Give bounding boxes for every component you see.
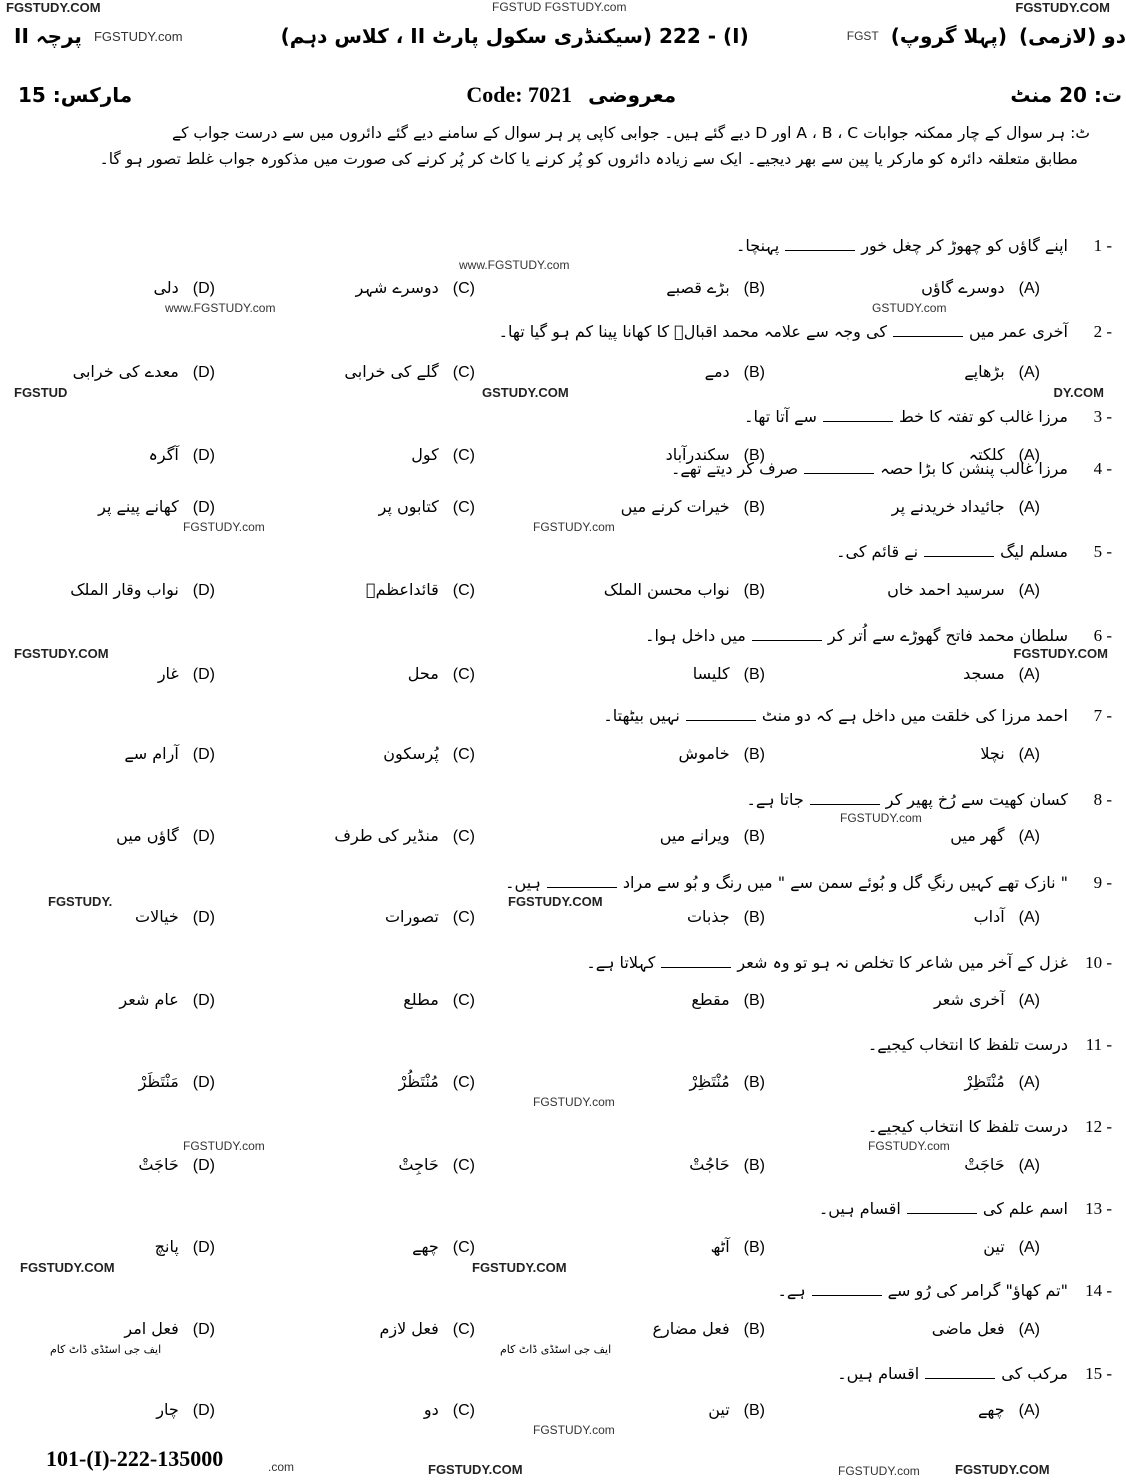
option-text: مطلع xyxy=(403,990,439,1009)
question-text xyxy=(836,542,1068,562)
answer-option xyxy=(135,907,215,928)
watermark: FGSTUDY.COM xyxy=(955,1462,1050,1477)
option-label: (A) xyxy=(1018,1157,1040,1174)
answer-option xyxy=(689,1155,765,1176)
answer-option xyxy=(411,445,475,466)
option-label: (C) xyxy=(452,582,475,599)
question-text xyxy=(586,953,1068,973)
answer-option xyxy=(687,907,765,928)
option-label: (A) xyxy=(1018,447,1040,464)
option-label: (B) xyxy=(743,280,765,297)
option-text: حَاجَتْ xyxy=(964,1155,1005,1174)
watermark: FGSTUDY.com xyxy=(868,1139,950,1153)
watermark: GSTUDY.COM xyxy=(482,385,569,400)
question-stem-end: نے قائم کی۔ xyxy=(836,542,919,561)
option-text: فعل امر xyxy=(124,1319,179,1338)
question-stem: اسم علم کی xyxy=(982,1199,1068,1218)
section-label: معروضی xyxy=(588,83,677,107)
option-label: (D) xyxy=(192,447,215,464)
option-label: (D) xyxy=(192,828,215,845)
option-label: (D) xyxy=(192,666,215,683)
watermark: www.FGSTUDY.com xyxy=(165,301,276,315)
option-label: (C) xyxy=(452,909,475,926)
option-text: پانچ xyxy=(154,1237,179,1256)
question-text xyxy=(837,1364,1068,1384)
answer-blank xyxy=(661,967,731,968)
option-label: (B) xyxy=(743,364,765,381)
watermark: GSTUDY.com xyxy=(872,301,947,315)
answer-option xyxy=(621,497,765,518)
answer-option xyxy=(334,826,475,847)
option-label: (B) xyxy=(743,746,765,763)
question-number: 4 - xyxy=(1093,459,1112,478)
question-stem-end: اقسام ہیں۔ xyxy=(837,1364,920,1383)
question-stem-end: ہے۔ xyxy=(777,1281,806,1300)
answer-option xyxy=(399,1072,475,1093)
option-label: (B) xyxy=(743,1239,765,1256)
option-text: فعل ماضی xyxy=(931,1319,1005,1338)
answer-option xyxy=(344,362,475,383)
question-text xyxy=(868,1117,1068,1137)
answer-blank xyxy=(907,1213,977,1214)
answer-option xyxy=(892,497,1040,518)
option-label: (C) xyxy=(452,1402,475,1419)
answer-option xyxy=(158,664,215,685)
answer-option xyxy=(124,1319,215,1340)
option-text: جذبات xyxy=(686,907,730,926)
question-stem: آخری عمر میں xyxy=(968,322,1068,341)
question-stem: " نازک تھے کہیں رنگِ گل و بُوئے سمن سے " میں رنگ و بُو سے مراد xyxy=(622,873,1068,892)
watermark: FGSTUDY.COM xyxy=(1013,646,1108,661)
option-text: گھر میں xyxy=(950,826,1005,845)
option-label: (A) xyxy=(1018,666,1040,683)
option-label: (A) xyxy=(1018,992,1040,1009)
option-label: (D) xyxy=(192,499,215,516)
option-label: (C) xyxy=(452,364,475,381)
option-label: (A) xyxy=(1018,582,1040,599)
option-text: حَاجُتْ xyxy=(689,1155,730,1174)
option-label: (C) xyxy=(452,1321,475,1338)
question-number: 13 - xyxy=(1085,1199,1112,1218)
answer-option xyxy=(693,664,765,685)
watermark: FGSTUDY.com xyxy=(93,28,183,44)
question-stem-end: جاتا ہے۔ xyxy=(746,790,804,809)
answer-option xyxy=(980,744,1040,765)
question-number: 3 - xyxy=(1093,407,1112,426)
answer-blank xyxy=(547,887,617,888)
question-number: 9 - xyxy=(1093,873,1112,892)
watermark: FGSTUDY.com xyxy=(533,1423,615,1437)
answer-option xyxy=(73,362,215,383)
question-text xyxy=(671,459,1068,479)
watermark: FGSTUDY.COM xyxy=(6,0,101,15)
question-stem: مرکب کی xyxy=(1001,1364,1068,1383)
watermark: FGSTUDY.COM xyxy=(508,894,603,909)
answer-blank xyxy=(686,720,756,721)
option-text: بڑھاپے xyxy=(964,362,1005,381)
option-label: (B) xyxy=(743,1157,765,1174)
answer-option xyxy=(356,278,475,299)
option-label: (A) xyxy=(1018,828,1040,845)
option-text: معدے کی خرابی xyxy=(72,362,179,381)
option-label: (B) xyxy=(743,1402,765,1419)
option-label: (B) xyxy=(743,828,765,845)
option-text: دمے xyxy=(704,362,730,381)
question-number: 12 - xyxy=(1085,1117,1112,1136)
watermark: FGSTUDY.COM xyxy=(1015,0,1110,15)
question-number: 2 - xyxy=(1093,322,1112,341)
option-text: مُنْتَظِرْ xyxy=(964,1072,1005,1091)
option-text: کول xyxy=(411,445,439,464)
group-label: (پہلا گروپ) xyxy=(890,24,1008,48)
option-text: آخری شعر xyxy=(933,990,1005,1009)
option-label: (A) xyxy=(1018,280,1040,297)
option-label: (D) xyxy=(192,1157,215,1174)
question-number: 6 - xyxy=(1093,626,1112,645)
option-text: کھانے پینے پر xyxy=(98,497,179,516)
answer-option xyxy=(403,990,475,1011)
option-text: آٹھ xyxy=(710,1237,730,1256)
option-text: سکندرآباد xyxy=(665,445,730,464)
option-label: (B) xyxy=(743,447,765,464)
question-text xyxy=(819,1199,1068,1219)
answer-blank xyxy=(812,1295,882,1296)
answer-option xyxy=(679,744,765,765)
answer-blank xyxy=(752,640,822,641)
option-label: (B) xyxy=(743,666,765,683)
option-text: مُنْتَظِرْ xyxy=(689,1072,730,1091)
answer-blank xyxy=(804,473,874,474)
watermark: FGSTUD FGSTUDY.com xyxy=(492,0,627,14)
option-text: نواب وقار الملک xyxy=(70,580,179,599)
option-text: حَاجِتْ xyxy=(398,1155,439,1174)
watermark: FGSTUDY. xyxy=(48,894,113,909)
option-text: تصورات xyxy=(384,907,439,926)
question-number: 11 - xyxy=(1085,1035,1112,1054)
option-text: مسجد xyxy=(963,664,1005,683)
option-label: (C) xyxy=(452,1239,475,1256)
option-text: آرام سے xyxy=(124,744,179,763)
answer-option xyxy=(98,497,215,518)
answer-option xyxy=(932,1319,1040,1340)
option-text: آگرہ xyxy=(148,445,179,464)
answer-option xyxy=(156,1400,215,1421)
question-stem: "تم کھاؤ" گرامر کی رُو سے xyxy=(887,1281,1068,1300)
question-stem-end: میں داخل ہوا۔ xyxy=(645,626,746,645)
answer-option xyxy=(408,664,475,685)
watermark: www.FGSTUDY.com xyxy=(459,258,570,272)
answer-option xyxy=(705,362,765,383)
footer-suffix: .com xyxy=(268,1460,295,1474)
option-label: (A) xyxy=(1018,746,1040,763)
answer-option xyxy=(978,1400,1040,1421)
question-number: 10 - xyxy=(1085,953,1112,972)
option-text: ویرانے میں xyxy=(659,826,730,845)
option-label: (D) xyxy=(192,1321,215,1338)
option-label: (C) xyxy=(452,499,475,516)
question-stem-end: کی وجہ سے علامہ محمد اقبالؒ کا کھانا پینا کم ہو گیا تھا۔ xyxy=(498,322,887,341)
question-stem: غزل کے آخر میں شاعر کا تخلص نہ ہو تو وہ شعر xyxy=(737,953,1068,972)
option-label: (C) xyxy=(452,992,475,1009)
question-number: 14 - xyxy=(1085,1281,1112,1300)
answer-option xyxy=(366,580,475,601)
answer-option xyxy=(689,1072,765,1093)
option-label: (A) xyxy=(1018,909,1040,926)
question-stem-end: اقسام ہیں۔ xyxy=(818,1199,901,1218)
option-label: (C) xyxy=(452,1157,475,1174)
answer-option xyxy=(383,744,475,765)
option-label: (B) xyxy=(743,499,765,516)
question-number: 1 - xyxy=(1093,236,1112,255)
option-label: (C) xyxy=(452,666,475,683)
option-text: منڈیر کی طرف xyxy=(334,826,439,845)
question-stem: مرزا غالب پنشن کا بڑا حصہ xyxy=(880,459,1068,478)
question-stem-end: ہیں۔ xyxy=(505,873,541,892)
question-text xyxy=(505,873,1068,893)
option-label: (B) xyxy=(743,909,765,926)
option-label: (D) xyxy=(192,909,215,926)
option-label: (C) xyxy=(452,746,475,763)
instructions-line: مطابق متعلقہ دائرہ کو مارکر یا پین سے بھر دیجیے۔ ایک سے زیادہ دائروں کو پُر کرنے یا کاٹ کر پُر کرنے کی صورت میں مذکورہ جواب غلط تصور ہو گا۔ xyxy=(99,150,1078,168)
answer-option xyxy=(711,1237,765,1258)
answer-option xyxy=(604,580,765,601)
question-text xyxy=(499,322,1068,342)
question-stem: سلطان محمد فاتح گھوڑے سے اُتر کر xyxy=(827,626,1068,645)
answer-blank xyxy=(925,1378,995,1379)
answer-option xyxy=(124,744,215,765)
question-text xyxy=(603,706,1068,726)
option-text: گاؤں میں xyxy=(116,826,179,845)
option-label: (C) xyxy=(452,447,475,464)
option-text: دو xyxy=(423,1400,439,1419)
answer-option xyxy=(691,990,765,1011)
answer-option xyxy=(708,1400,765,1421)
option-label: (D) xyxy=(192,582,215,599)
watermark: DY.COM xyxy=(1053,385,1104,400)
option-text: مَنْتَظَرْ xyxy=(138,1072,179,1091)
option-label: (D) xyxy=(192,280,215,297)
question-stem: کسان کھیت سے رُخ پھیر کر xyxy=(885,790,1068,809)
answer-option xyxy=(70,580,215,601)
question-number: 5 - xyxy=(1093,542,1112,561)
option-label: (D) xyxy=(192,1239,215,1256)
answer-option xyxy=(412,1237,475,1258)
option-label: (A) xyxy=(1018,1239,1040,1256)
answer-option xyxy=(964,362,1040,383)
answer-option xyxy=(934,990,1040,1011)
watermark: FGSTUDY.com xyxy=(183,520,265,534)
watermark: FGSTUDY.COM xyxy=(472,1260,567,1275)
answer-blank xyxy=(924,556,994,557)
watermark: FGSTUDY.com xyxy=(533,520,615,534)
answer-blank xyxy=(810,804,880,805)
option-text: سرسید احمد خاں xyxy=(887,580,1005,599)
option-label: (C) xyxy=(452,828,475,845)
question-stem: درست تلفظ کا انتخاب کیجیے۔ xyxy=(867,1035,1068,1054)
option-label: (D) xyxy=(192,1074,215,1091)
question-text xyxy=(645,626,1068,646)
option-text: کلیسا xyxy=(692,664,730,683)
answer-blank xyxy=(893,336,963,337)
option-label: (D) xyxy=(192,992,215,1009)
answer-option xyxy=(149,445,215,466)
question-text xyxy=(868,1035,1068,1055)
question-stem-end: صرف کر دیتے تھے۔ xyxy=(671,459,799,478)
question-number: 15 - xyxy=(1085,1364,1112,1383)
option-text: دوسرے گاؤں xyxy=(921,278,1005,297)
subject-title: دو (لازمی) xyxy=(1019,24,1126,48)
answer-option xyxy=(153,278,215,299)
option-text: دوسرے شہر xyxy=(355,278,439,297)
answer-option xyxy=(385,907,475,928)
option-label: (B) xyxy=(743,1074,765,1091)
option-text: عام شعر xyxy=(119,990,179,1009)
watermark: FGSTUDY.COM xyxy=(20,1260,115,1275)
option-text: مُنْتَظُرْ xyxy=(398,1072,439,1091)
option-text: خاموش xyxy=(678,744,730,763)
option-text: مقطع xyxy=(691,990,730,1009)
option-label: (A) xyxy=(1018,1074,1040,1091)
question-text xyxy=(746,790,1068,810)
option-text: چھے xyxy=(412,1237,439,1256)
question-stem-end: سے آتا تھا۔ xyxy=(744,407,817,426)
question-stem: مرزا غالب کو تفتہ کا خط xyxy=(898,407,1068,426)
option-text: نواب محسن الملک xyxy=(603,580,730,599)
answer-option xyxy=(963,664,1040,685)
answer-blank xyxy=(785,250,855,251)
option-text: محل xyxy=(407,664,439,683)
watermark: FGSTUDY.com xyxy=(840,811,922,825)
watermark: FGSTUDY.COM xyxy=(14,646,109,661)
option-label: (C) xyxy=(452,1074,475,1091)
option-label: (A) xyxy=(1018,1402,1040,1419)
answer-option xyxy=(660,826,765,847)
question-stem: مسلم لیگ xyxy=(1000,542,1068,561)
answer-option xyxy=(666,278,765,299)
option-text: تین xyxy=(983,1237,1005,1256)
watermark: FGSTUDY.com xyxy=(838,1464,920,1478)
option-label: (D) xyxy=(192,746,215,763)
total-marks: مارکس: 15 xyxy=(18,83,133,107)
watermark: ایف جی اسٹڈی ڈاٹ کام xyxy=(50,1343,162,1356)
option-text: کلکتہ xyxy=(968,445,1005,464)
option-label: (A) xyxy=(1018,1321,1040,1338)
watermark: FGSTUDY.com xyxy=(533,1095,615,1109)
option-label: (A) xyxy=(1018,364,1040,381)
option-text: جائیداد خریدنے پر xyxy=(891,497,1005,516)
option-text: خیالات xyxy=(135,907,179,926)
answer-option xyxy=(398,1155,475,1176)
answer-option xyxy=(974,907,1040,928)
option-label: (D) xyxy=(192,364,215,381)
option-text: گلے کی خرابی xyxy=(344,362,439,381)
footer-paper-code: 101-(I)-222-135000 xyxy=(46,1446,224,1471)
option-text: غار xyxy=(157,664,179,683)
question-stem-end: نہیں بیٹھتا۔ xyxy=(603,706,680,725)
option-text: فعل لازم xyxy=(379,1319,439,1338)
question-stem-end: پہنچا۔ xyxy=(735,236,780,255)
question-stem: اپنے گاؤں کو چھوڑ کر چغل خور xyxy=(861,236,1068,255)
watermark: ایف جی اسٹڈی ڈاٹ کام xyxy=(500,1343,612,1356)
watermark: FGSTUDY.com xyxy=(183,1139,265,1153)
answer-option xyxy=(119,990,215,1011)
option-text: تین xyxy=(708,1400,730,1419)
question-number: 7 - xyxy=(1093,706,1112,725)
option-text: چھے xyxy=(978,1400,1005,1419)
option-text: قائداعظمؒ xyxy=(366,580,439,599)
answer-option xyxy=(983,1237,1040,1258)
question-stem: احمد مرزا کی خلقت میں داخل ہے کہ دو منٹ xyxy=(761,706,1068,725)
answer-option xyxy=(379,497,475,518)
answer-option xyxy=(424,1400,475,1421)
option-label: (C) xyxy=(452,280,475,297)
question-number: 8 - xyxy=(1093,790,1112,809)
option-text: خیرات کرنے میں xyxy=(620,497,730,516)
option-text: فعل مضارع xyxy=(652,1319,730,1338)
paper-title: (I) - 222 (سیکنڈری سکول پارٹ II ، کلاس دہم) xyxy=(280,24,749,48)
answer-option xyxy=(887,580,1040,601)
answer-option xyxy=(950,826,1040,847)
answer-option xyxy=(138,1155,215,1176)
watermark: FGSTUDY.COM xyxy=(428,1462,523,1477)
time-allowed: ت: 20 منٹ xyxy=(1010,83,1122,107)
answer-blank xyxy=(823,421,893,422)
option-text: نچلا xyxy=(980,744,1005,763)
answer-option xyxy=(964,1072,1040,1093)
question-text xyxy=(778,1281,1068,1301)
watermark: FGST xyxy=(846,28,879,43)
answer-option xyxy=(653,1319,766,1340)
header-row xyxy=(14,24,1126,48)
answer-option xyxy=(964,1155,1040,1176)
option-text: دلی xyxy=(153,278,179,297)
question-text xyxy=(744,407,1068,427)
answer-option xyxy=(921,278,1040,299)
option-label: (B) xyxy=(743,1321,765,1338)
paper-code: Code: 7021 xyxy=(466,82,573,107)
option-text: بڑے قصبے xyxy=(666,278,730,297)
option-text: پُرسکون xyxy=(383,744,439,763)
question-stem-end: کہلاتا ہے۔ xyxy=(586,953,656,972)
header-row xyxy=(18,82,1122,108)
question-text xyxy=(736,236,1068,256)
paper-number: پرچہ II xyxy=(14,24,82,48)
option-label: (B) xyxy=(743,992,765,1009)
option-text: کتابوں پر xyxy=(378,497,439,516)
instructions xyxy=(30,120,1090,172)
option-label: (D) xyxy=(192,1402,215,1419)
option-text: چار xyxy=(156,1400,179,1419)
option-text: حَاجَتْ xyxy=(138,1155,179,1174)
answer-option xyxy=(155,1237,215,1258)
instructions-line: ٹ: ہر سوال کے چار ممکنہ جوابات A ، B ، C اور D دیے گئے ہیں۔ جوابی کاپی پر ہر سوال کے سامنے دیے گئے دائروں میں سے درست جواب کے xyxy=(171,124,1090,142)
question-stem: درست تلفظ کا انتخاب کیجیے۔ xyxy=(867,1117,1068,1136)
option-text: آداب xyxy=(973,907,1005,926)
answer-option xyxy=(139,1072,215,1093)
answer-option xyxy=(379,1319,475,1340)
watermark: FGSTUD xyxy=(14,385,68,400)
option-label: (A) xyxy=(1018,499,1040,516)
answer-option xyxy=(116,826,215,847)
option-label: (B) xyxy=(743,582,765,599)
